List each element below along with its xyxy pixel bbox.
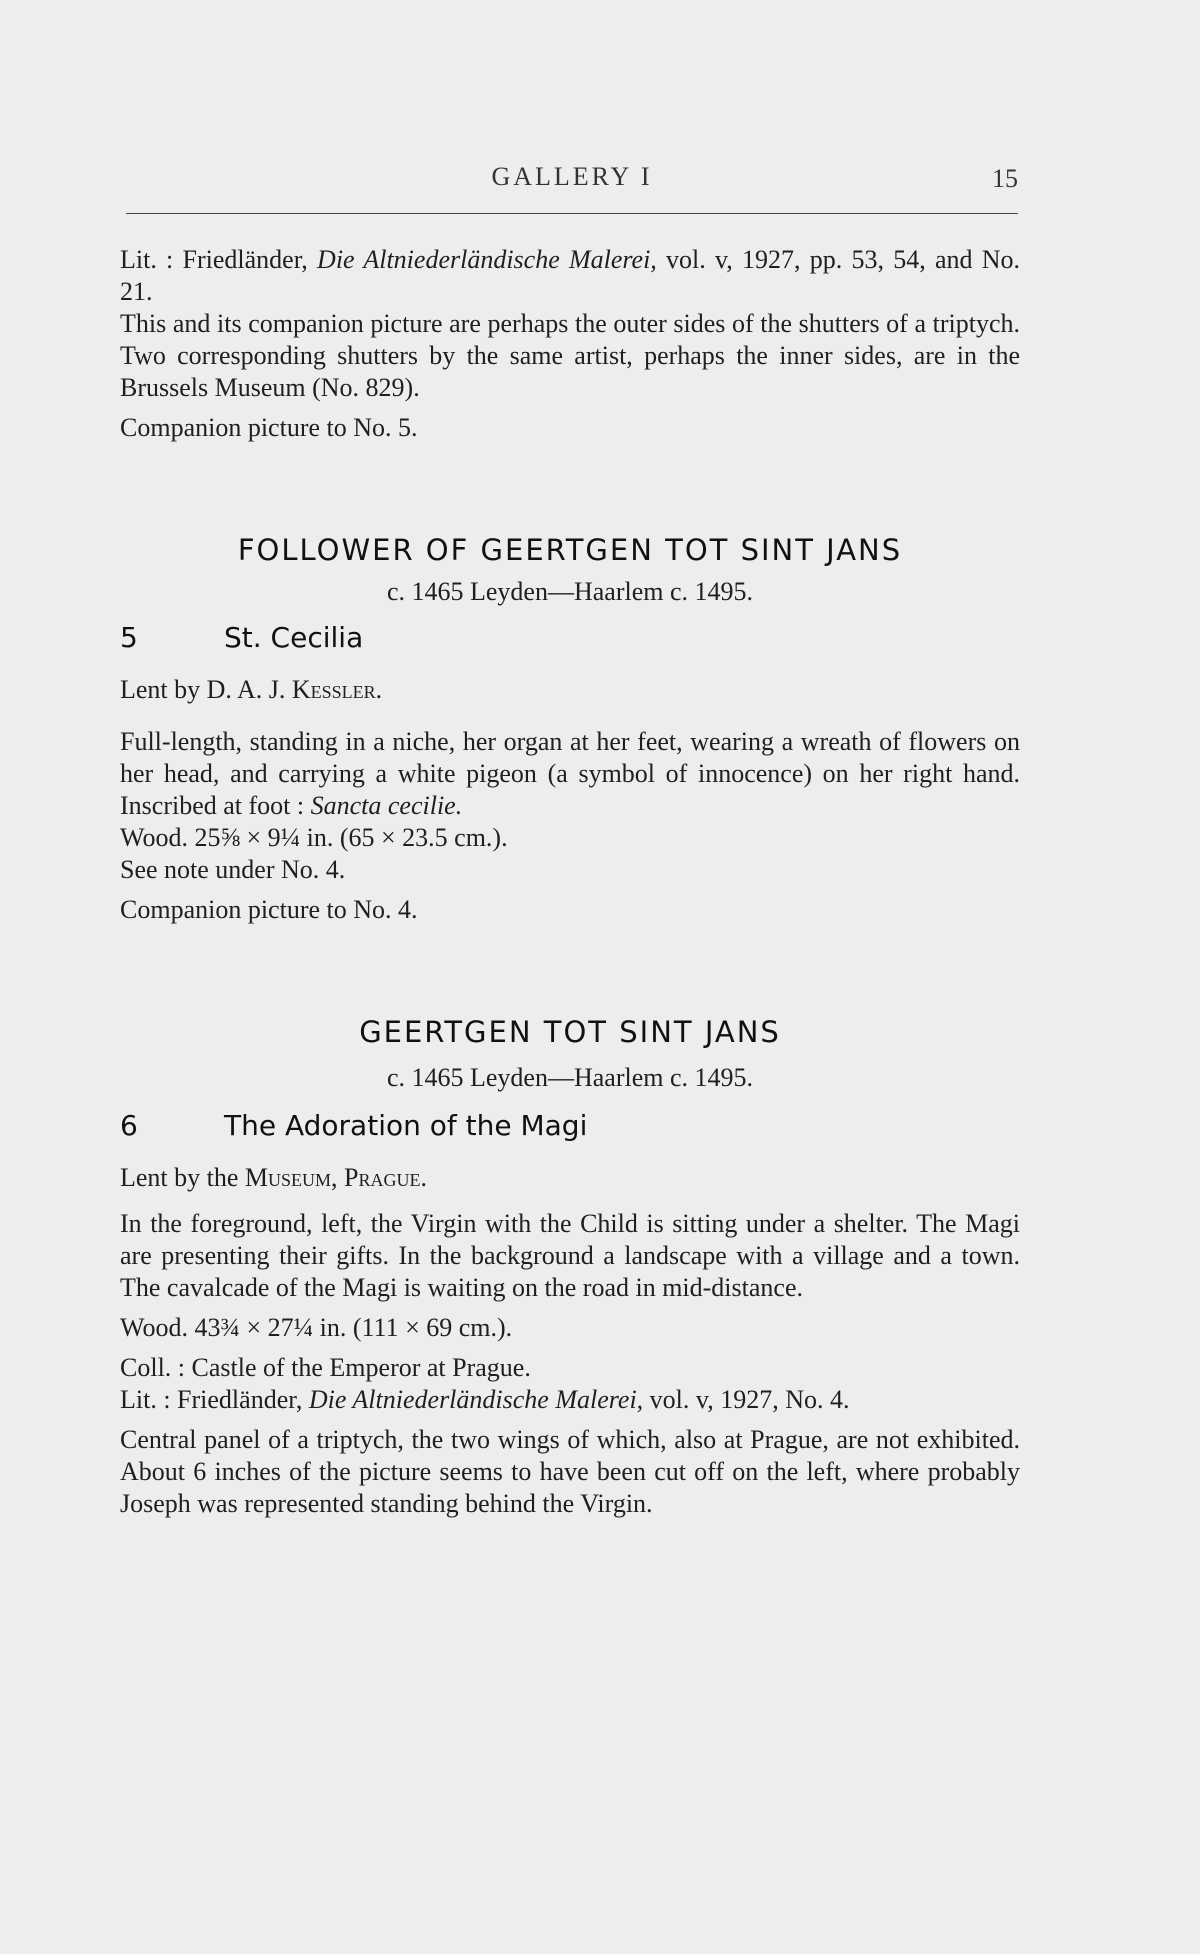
previous-entry-note: This and its companion picture are perhaps the outer sides of the shutters of a triptych. Two corresponding shutters by the same artist, perhaps the inner sides, are in the Brussels Museum (No. 829). — [120, 309, 1020, 402]
artist-dates: c. 1465 Leyden—Haarlem c. 1495. — [386, 1063, 754, 1092]
collection-line: Coll. : Castle of the Emperor at Prague. — [120, 1353, 531, 1382]
lender-line: Lent by D. A. J. Kessler. — [120, 675, 383, 704]
running-head — [126, 162, 1018, 202]
previous-companion-note: Companion picture to No. 5. — [120, 413, 418, 442]
see-note: See note under No. 4. — [120, 855, 346, 884]
medium-dimensions: Wood. 25⅝ × 9¼ in. (65 × 23.5 cm.). — [120, 823, 508, 852]
entry-number: 6 — [120, 1109, 138, 1142]
entry-note: Central panel of a triptych, the two wings of which, also at Prague, are not exhibited. About 6 inches of the picture seems to have been cut off on the left, where probably Joseph was represented standing behind the Virgin. — [120, 1425, 1020, 1518]
entry-title: St. Cecilia — [224, 621, 364, 654]
entry-heading — [120, 1110, 1020, 1142]
gallery-label: GALLERY I — [491, 162, 653, 191]
section-heading-geertgen: GEERTGEN TOT SINT JANS — [359, 1015, 781, 1049]
artist-dates: c. 1465 Leyden—Haarlem c. 1495. — [386, 577, 754, 606]
header-rule — [126, 213, 1018, 214]
lit-reference: Lit. : Friedländer, Die Altniederländische Malerei, vol. v, 1927, No. 4. — [120, 1385, 850, 1414]
page-number: 15 — [992, 164, 1018, 193]
companion-note: Companion picture to No. 4. — [120, 895, 418, 924]
entry-description: Full-length, standing in a niche, her organ at her feet, wearing a wreath of flowers on her head, and carrying a white pigeon (a symbol of innocence) on her right hand. Inscribed at foot : Sancta cecilie. — [120, 727, 1020, 820]
entry-description: In the foreground, left, the Virgin with the Child is sitting under a shelter. The Magi are presenting their gifts. In the background a landscape with a village and a town. The cavalcade of the Magi is waiting on the road in mid-distance. — [120, 1209, 1020, 1302]
lit-reference-previous: Lit. : Friedländer, Die Altniederländische Malerei, vol. v, 1927, pp. 53, 54, and No. 21. — [120, 245, 1020, 306]
section-heading-follower: FOLLOWER OF GEERTGEN TOT SINT JANS — [237, 533, 903, 567]
lender-line: Lent by the Museum, Prague. — [120, 1163, 428, 1192]
medium-dimensions: Wood. 43¾ × 27¼ in. (111 × 69 cm.). — [120, 1313, 513, 1342]
entry-title: The Adoration of the Magi — [224, 1109, 588, 1142]
entry-heading — [120, 622, 1020, 654]
page-body — [120, 244, 1020, 1520]
entry-number: 5 — [120, 621, 138, 654]
